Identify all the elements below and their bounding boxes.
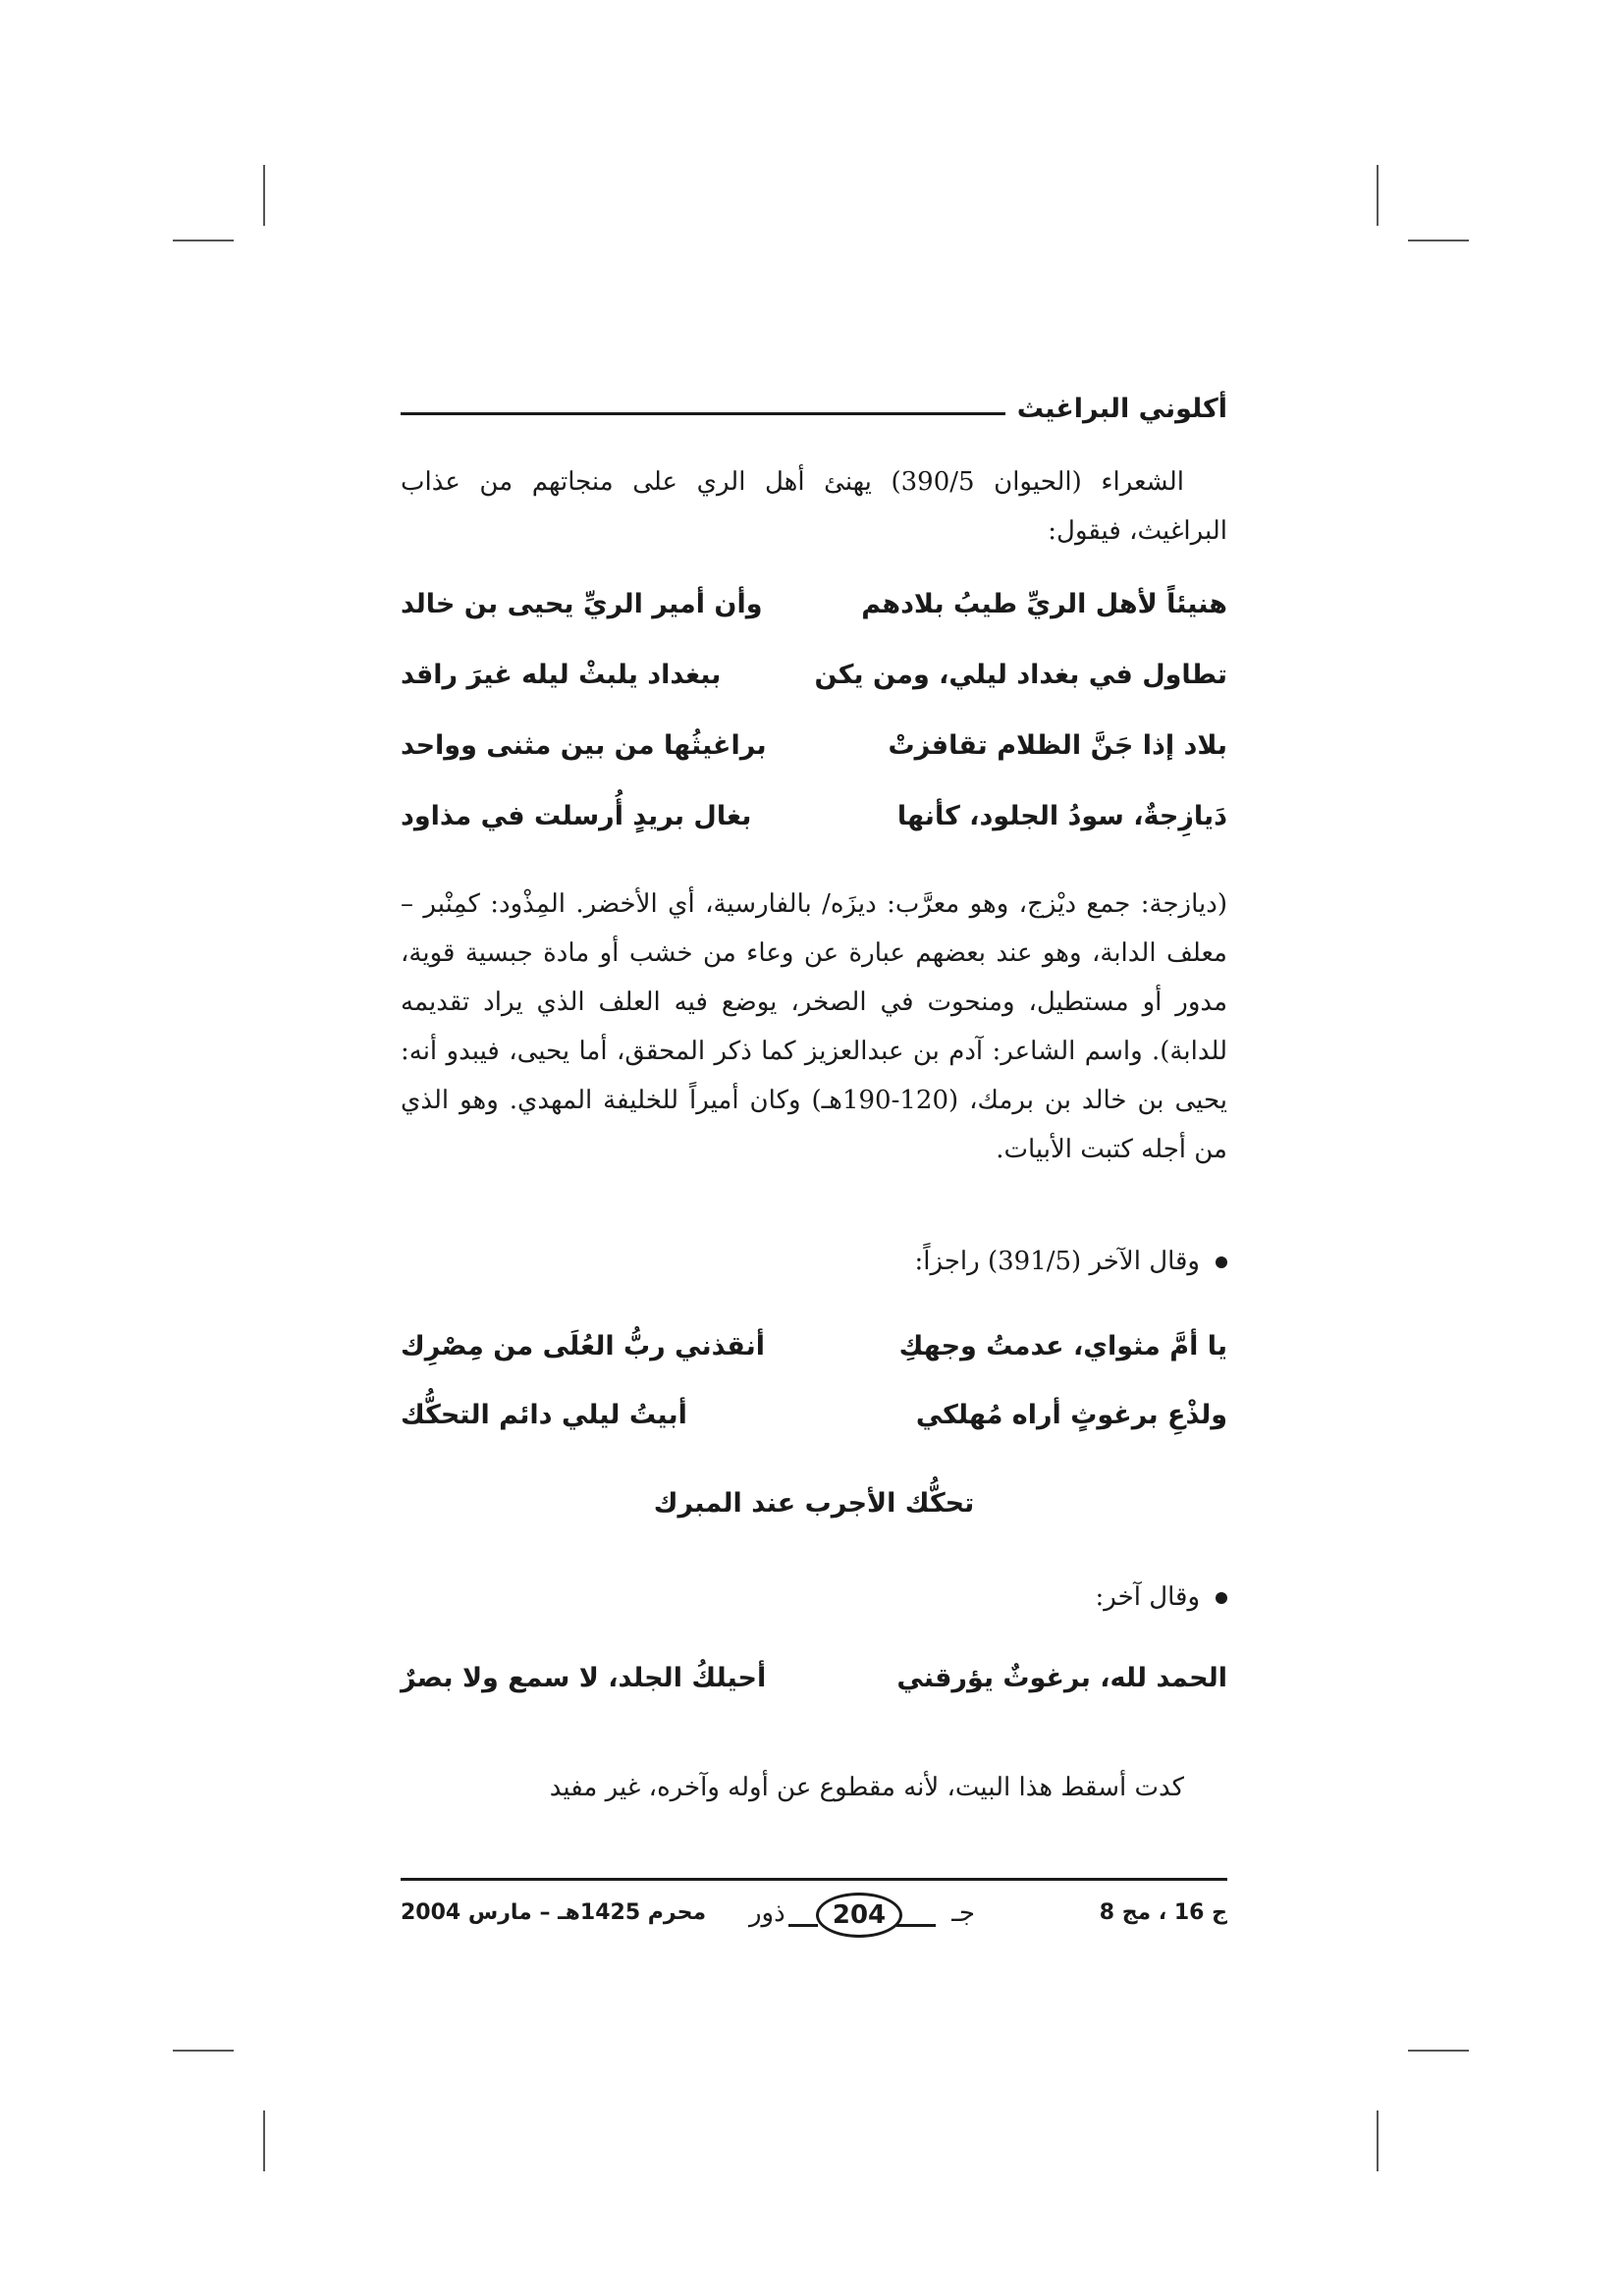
verse-first-hemistich: هنيئاً لأهل الريِّ طيبُ بلادهم	[861, 589, 1227, 619]
bullet-item	[401, 1237, 1227, 1286]
poem1-verse	[401, 575, 1227, 634]
bullet-text: وقال الآخر (391/5) راجزاً:	[914, 1247, 1200, 1276]
crop-mark	[1377, 2110, 1379, 2171]
poem2-verse	[401, 1386, 1227, 1445]
verse-second-hemistich: أبيتُ ليلي دائم التحكُّك	[401, 1400, 687, 1430]
header-rule	[401, 412, 1005, 415]
verse-second-hemistich: وأن أمير الريِّ يحيى بن خالد	[401, 589, 763, 619]
verse-second-hemistich: براغيثُها من بين مثنى وواحد	[401, 730, 767, 761]
closing-paragraph: كدت أسقط هذا البيت، لأنه مقطوع عن أوله وآخره، غير مفيد	[549, 1773, 1184, 1802]
bullet-text: وقال آخر:	[1095, 1582, 1200, 1612]
page-footer	[401, 1889, 1227, 1948]
verse-second-hemistich: أحيلكُ الجلد، لا سمع ولا بصرٌ	[401, 1663, 767, 1693]
header-title: أكلوني البراغيث	[1016, 394, 1227, 424]
crop-mark	[173, 240, 234, 241]
crop-mark	[1408, 240, 1469, 241]
verse-second-hemistich: أنقذني ربُّ العُلَى من مِصْرِك	[401, 1331, 765, 1362]
bullet-icon	[1216, 1256, 1227, 1268]
verse-first-hemistich: الحمد لله، برغوثٌ يؤرقني	[896, 1663, 1227, 1693]
logo-line	[896, 1924, 936, 1927]
verse-second-hemistich: بغال بريدٍ أُرسلت في مذاود	[401, 801, 752, 831]
footer-rule	[401, 1878, 1227, 1881]
note-paragraph: (ديازجة: جمع ديْزج، وهو معرَّب: ديزَه/ بالفارسية، أي الأخضر. المِذْود: كمِنْبر – معلف الدابة، وهو عند بعضهم عبارة عن وعاء من خشب أو مادة جبسية قوية، مدور أو مستطيل، ومنحوت في الصخر، يوضع فيه العلف الذي يراد تقديمه للدابة). واسم الشاعر: آدم بن عبدالعزيز كما ذكر المحقق، أما يحيى، فيبدو أنه: يحيى بن خالد بن برمك، (120-190هـ) وكان أميراً للخليفة المهدي. وهو الذي من أجله كتبت الأبيات.	[401, 889, 1228, 1164]
crop-mark	[1408, 2050, 1469, 2052]
running-header	[401, 373, 1227, 424]
crop-mark	[263, 165, 265, 226]
bullet-icon	[1216, 1592, 1227, 1604]
poem2-verse	[401, 1317, 1227, 1376]
page-number: 204	[816, 1893, 902, 1938]
verse-first-hemistich: ولذْعِ برغوثٍ أراه مُهلكي	[915, 1400, 1227, 1430]
poem1-verse	[401, 717, 1227, 775]
verse-first-hemistich: بلاد إذا جَنَّ الظلام تقافزتْ	[888, 730, 1227, 761]
intro-paragraph: الشعراء (الحيوان 390/5) يهنئ أهل الري على منجاتهم من عذاب البراغيث، فيقول:	[401, 467, 1227, 546]
poem1-verse	[401, 646, 1227, 705]
crop-mark	[173, 2050, 234, 2052]
verse-first-hemistich: يا أمَّ مثواي، عدمتُ وجهكِ	[898, 1331, 1227, 1362]
verse-first-hemistich: تطاول في بغداد ليلي، ومن يكن	[814, 660, 1227, 690]
poem3-verse	[401, 1649, 1227, 1708]
issue-number: ج 16 ، مج 8	[1099, 1900, 1227, 1925]
crop-mark	[263, 2110, 265, 2171]
logo-word-left: ذور	[749, 1898, 785, 1928]
page-content	[401, 373, 1227, 1963]
crop-mark	[1377, 165, 1379, 226]
poem2-final-verse: تحكُّك الأجرب عند المبرك	[653, 1488, 975, 1519]
logo-line	[788, 1924, 818, 1927]
poem1-verse	[401, 787, 1227, 846]
bullet-item	[401, 1573, 1227, 1622]
verse-second-hemistich: ببغداد يلبثْ ليله غيرَ راقد	[401, 660, 722, 690]
verse-first-hemistich: دَيازِجةٌ، سودُ الجلود، كأنها	[896, 801, 1227, 831]
issue-date: محرم 1425هـ – مارس 2004	[401, 1900, 707, 1925]
magazine-logo	[749, 1889, 975, 1944]
logo-word-right: جـ	[951, 1898, 975, 1928]
